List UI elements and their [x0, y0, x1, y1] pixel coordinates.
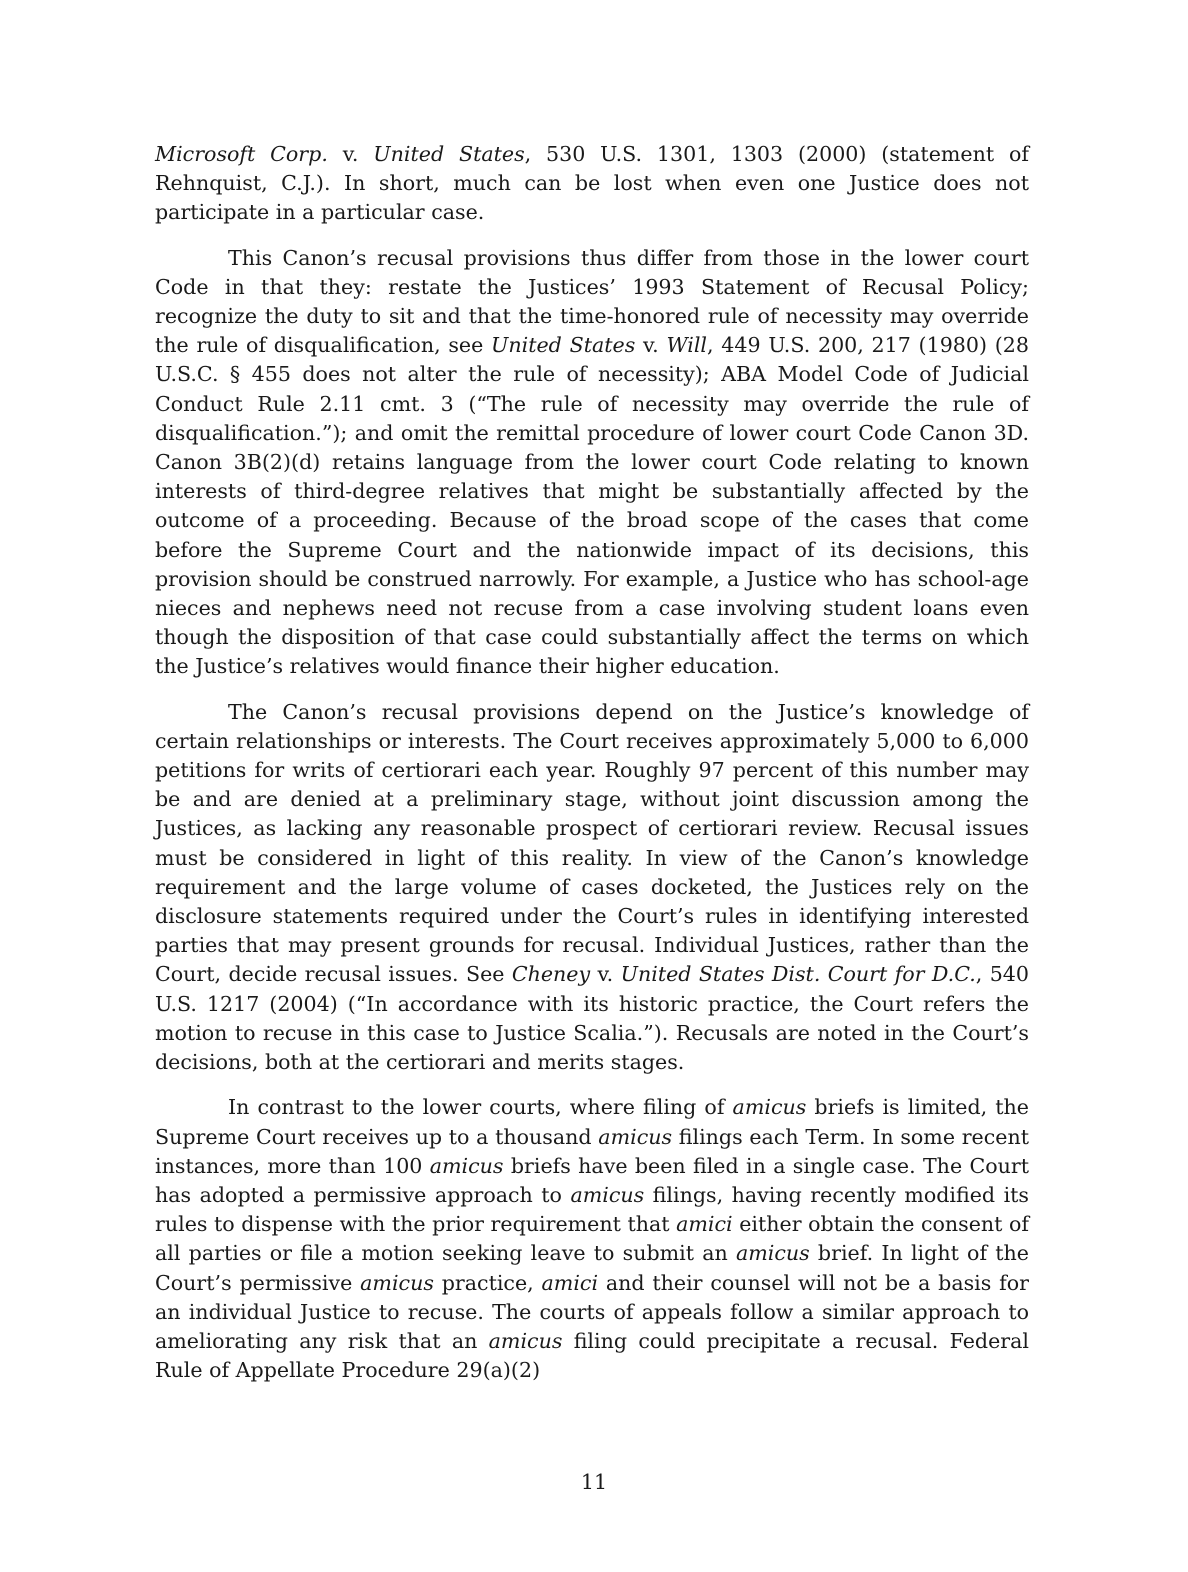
- term-italic: amicus: [488, 1328, 563, 1353]
- text-span: In contrast to the lower courts, where filing of: [228, 1095, 733, 1120]
- text-span: either obtain the consent of all parties or file a motion seeking leave to submit an: [155, 1212, 1030, 1266]
- text-span: , 540 U.S. 1217 (2004) (“In accordance with its historic practice, the Court refers the motion to recuse in this case to Justice Scalia.”). Recusals are noted in the Court’s decisions, both at the certiorari and merits stages.: [155, 962, 1030, 1075]
- text-span: practice,: [433, 1270, 542, 1295]
- term-italic: amicus: [570, 1182, 645, 1207]
- paragraph-4: [155, 1093, 1029, 1385]
- case-name-italic: United States: [373, 142, 525, 166]
- term-italic: amici: [541, 1270, 599, 1295]
- paragraph-1: [155, 140, 1029, 228]
- text-span: This Canon’s recusal provisions thus differ from those in the lower court Code in that they: restate the Justices’ 1993 Statement of Recusal Policy; recognize the duty to sit and that the time-honored rule of necessity may override the rule of disqualification, see: [155, 245, 1029, 358]
- text-span: and their counsel will not be a basis for an individual Justice to recuse. The courts of appeals follow a similar approach to ameliorating any risk that an: [155, 1270, 1030, 1353]
- paragraph-2: [155, 244, 1029, 682]
- case-name-italic: United States Dist. Court for D.C.: [620, 962, 976, 987]
- case-name-italic: Cheney: [511, 962, 591, 987]
- page-number: 11: [580, 1470, 608, 1494]
- paragraph-3: [155, 698, 1029, 1078]
- text-span: briefs have been filed in a single case. The Court has adopted a permissive approach to: [155, 1153, 1029, 1207]
- term-italic: amicus: [360, 1270, 434, 1295]
- term-italic: amicus: [732, 1095, 807, 1120]
- term-italic: amicus: [429, 1153, 504, 1178]
- text-span: The Canon’s recusal provisions depend on the Justice’s knowledge of certain relationships or interests. The Court receives approximately 5,000 to 6,000 petitions for writs of certiorari each year. Roughly 97 percent of this number may be and are denied at a preliminary stage, without joint discussion among the Justices, as lacking any reasonable prospect of certiorari review. Recusal issues must be considered in light of this reality. In view of the Canon’s knowledge requirement and the large volume of cases docketed, the Justices rely on the disclosure statements required under the Court’s rules in identifying interested parties that may present grounds for recusal. Individual Justices, rather than the Court, decide recusal issues. See: [155, 699, 1029, 987]
- text-span: v.: [327, 142, 374, 166]
- case-name-italic: Will: [666, 333, 708, 358]
- text-span: , 449 U.S. 200, 217 (1980) (28 U.S.C. § 455 does not alter the rule of necessity); ABA Model Code of Judicial Conduct Rule 2.11 cmt. 3 (“The rule of necessity may override the rule of disqualification.”); and omit the remittal procedure of lower court Code Canon 3D. Canon 3B(2)(d) retains language from the lower court Code relating to known interests of third-degree relatives that might be substantially affected by the outcome of a proceeding. Because of the broad scope of the cases that come before the Supreme Court and the nationwide impact of its decisions, this provision should be construed narrowly. For example, a Justice who has school-age nieces and nephews need not recuse from a case involving student loans even though the disposition of that case could substantially affect the terms on which the Justice’s relatives would finance their higher education.: [155, 333, 1029, 679]
- case-name-italic: United States: [491, 333, 636, 358]
- term-italic: amicus: [598, 1124, 673, 1149]
- term-italic: amicus: [735, 1241, 810, 1266]
- text-span: filings each Term. In some recent instances, more than 100: [155, 1124, 1029, 1178]
- text-span: , 530 U.S. 1301, 1303 (2000) (statement of Rehnquist, C.J.). In short, much can be lost when even one Justice does not participate in a particular case.: [155, 142, 1029, 225]
- text-span: v.: [590, 962, 621, 987]
- case-name-italic: Microsoft Corp.: [155, 142, 328, 166]
- text-span: v.: [635, 333, 667, 358]
- body-text: [155, 140, 1029, 1385]
- text-span: filing could precipitate a recusal. Federal Rule of Appellate Procedure 29(a)(2): [155, 1328, 1030, 1383]
- text-span: brief. In light of the Court’s permissive: [155, 1241, 1029, 1295]
- text-span: briefs is limited, the Supreme Court receives up to a thousand: [155, 1095, 1029, 1149]
- text-span: filings, having recently modified its rules to dispense with the prior requirement that: [155, 1182, 1029, 1237]
- term-italic: amici: [676, 1212, 733, 1237]
